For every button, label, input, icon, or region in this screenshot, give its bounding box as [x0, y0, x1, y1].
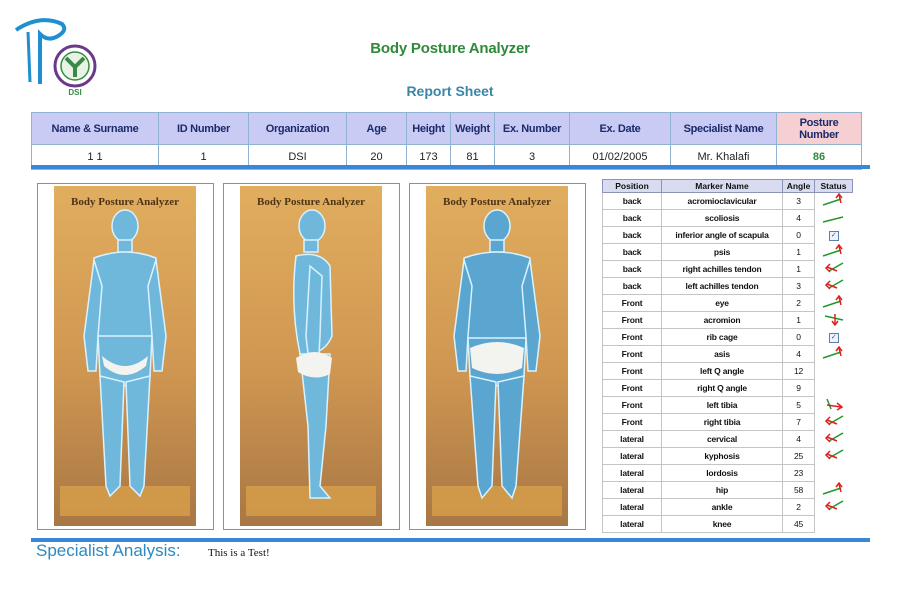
- col-id-number: ID Number: [159, 113, 249, 145]
- marker-position: Front: [603, 363, 662, 380]
- marker-angle: 3: [783, 278, 815, 295]
- marker-row: [603, 278, 853, 295]
- col-posture-number: Posture Number: [777, 113, 862, 145]
- col-position: Position: [603, 180, 662, 193]
- marker-position: back: [603, 193, 662, 210]
- marker-row: [603, 329, 853, 346]
- marker-angle: 58: [783, 482, 815, 499]
- status-empty: [815, 363, 853, 380]
- section-divider: [31, 165, 870, 169]
- marker-row: [603, 261, 853, 278]
- marker-name: lordosis: [662, 465, 783, 482]
- marker-row: [603, 227, 853, 244]
- col-specialist-name: Specialist Name: [671, 113, 777, 145]
- col-age: Age: [347, 113, 407, 145]
- marker-position: back: [603, 210, 662, 227]
- marker-position: Front: [603, 312, 662, 329]
- front-view-photo: [37, 183, 214, 530]
- marker-angle: 1: [783, 312, 815, 329]
- status-arrow-down-left-icon: [815, 448, 853, 465]
- marker-name: knee: [662, 516, 783, 533]
- col-weight: Weight: [451, 113, 495, 145]
- marker-angle: 23: [783, 465, 815, 482]
- marker-name: right Q angle: [662, 380, 783, 397]
- marker-row: [603, 210, 853, 227]
- marker-row: [603, 516, 853, 533]
- marker-position: lateral: [603, 499, 662, 516]
- marker-row: [603, 482, 853, 499]
- marker-name: eye: [662, 295, 783, 312]
- marker-row: [603, 312, 853, 329]
- col-status: Status: [815, 180, 853, 193]
- marker-row: [603, 346, 853, 363]
- specialist-name-value: Mr. Khalafi: [671, 145, 777, 170]
- marker-position: back: [603, 244, 662, 261]
- marker-position: Front: [603, 397, 662, 414]
- marker-name: left achilles tendon: [662, 278, 783, 295]
- name-surname-value: 1 1: [32, 145, 159, 170]
- marker-position: Front: [603, 295, 662, 312]
- marker-name: rib cage: [662, 329, 783, 346]
- photo-banner: Body Posture Analyzer: [443, 196, 551, 208]
- marker-angle: 4: [783, 210, 815, 227]
- marker-row: [603, 499, 853, 516]
- status-arrow-up-right-icon: [815, 295, 853, 312]
- marker-angle: 7: [783, 414, 815, 431]
- marker-name: hip: [662, 482, 783, 499]
- marker-row: [603, 295, 853, 312]
- marker-angle: 25: [783, 448, 815, 465]
- marker-angle: 4: [783, 431, 815, 448]
- marker-position: back: [603, 227, 662, 244]
- marker-row: [603, 380, 853, 397]
- marker-row: [603, 363, 853, 380]
- app-title: Body Posture Analyzer: [370, 40, 530, 57]
- col-marker-name: Marker Name: [662, 180, 783, 193]
- status-empty: [815, 516, 853, 533]
- back-view-photo: [409, 183, 586, 530]
- ex-number-value: 3: [495, 145, 570, 170]
- id-number-value: 1: [159, 145, 249, 170]
- specialist-analysis-text: This is a Test!: [208, 547, 270, 559]
- marker-angle: 0: [783, 227, 815, 244]
- marker-position: lateral: [603, 482, 662, 499]
- photo-banner: Body Posture Analyzer: [71, 196, 179, 208]
- status-empty: [815, 465, 853, 482]
- patient-info-table: [31, 112, 862, 170]
- marker-row: [603, 244, 853, 261]
- marker-row: [603, 448, 853, 465]
- marker-name: inferior angle of scapula: [662, 227, 783, 244]
- marker-position: lateral: [603, 516, 662, 533]
- marker-angle: 1: [783, 244, 815, 261]
- marker-name: scoliosis: [662, 210, 783, 227]
- status-arrow-down-left-icon: [815, 414, 853, 431]
- marker-position: back: [603, 261, 662, 278]
- side-view-photo: [223, 183, 400, 530]
- marker-angle: 12: [783, 363, 815, 380]
- marker-angle: 45: [783, 516, 815, 533]
- organization-value: DSI: [249, 145, 347, 170]
- marker-row: [603, 397, 853, 414]
- marker-name: left Q angle: [662, 363, 783, 380]
- weight-value: 81: [451, 145, 495, 170]
- marker-table: [602, 179, 853, 533]
- marker-name: acromion: [662, 312, 783, 329]
- marker-name: acromioclavicular: [662, 193, 783, 210]
- marker-position: Front: [603, 414, 662, 431]
- marker-row: [603, 465, 853, 482]
- marker-position: Front: [603, 346, 662, 363]
- status-arrow-down-left-icon: [815, 431, 853, 448]
- marker-angle: 4: [783, 346, 815, 363]
- marker-position: lateral: [603, 431, 662, 448]
- report-sheet-title: Report Sheet: [406, 83, 494, 99]
- marker-header-row: [603, 180, 853, 193]
- marker-row: [603, 414, 853, 431]
- marker-position: lateral: [603, 448, 662, 465]
- marker-angle: 9: [783, 380, 815, 397]
- marker-name: psis: [662, 244, 783, 261]
- status-arrow-up-right-icon: [815, 193, 853, 210]
- marker-angle: 2: [783, 499, 815, 516]
- logo-caption: DSI: [68, 88, 82, 97]
- marker-row: [603, 431, 853, 448]
- status-arrow-down-left-icon: [815, 261, 853, 278]
- marker-angle: 1: [783, 261, 815, 278]
- marker-position: Front: [603, 329, 662, 346]
- marker-angle: 0: [783, 329, 815, 346]
- col-ex-date: Ex. Date: [570, 113, 671, 145]
- status-arrow-up-right-icon: [815, 482, 853, 499]
- age-value: 20: [347, 145, 407, 170]
- marker-angle: 2: [783, 295, 815, 312]
- status-arrow-right-icon: [815, 397, 853, 414]
- marker-position: back: [603, 278, 662, 295]
- col-angle: Angle: [783, 180, 815, 193]
- col-height: Height: [407, 113, 451, 145]
- marker-name: asis: [662, 346, 783, 363]
- status-arrow-up-right-icon: [815, 346, 853, 363]
- status-arrow-down-icon: [815, 312, 853, 329]
- marker-name: kyphosis: [662, 448, 783, 465]
- col-ex-number: Ex. Number: [495, 113, 570, 145]
- status-checkbox-icon: ✓: [815, 329, 853, 346]
- marker-row: [603, 193, 853, 210]
- marker-angle: 3: [783, 193, 815, 210]
- status-checkbox-icon: ✓: [815, 227, 853, 244]
- ex-date-value: 01/02/2005: [570, 145, 671, 170]
- marker-name: right achilles tendon: [662, 261, 783, 278]
- col-organization: Organization: [249, 113, 347, 145]
- photo-banner: Body Posture Analyzer: [257, 196, 365, 208]
- marker-name: right tibia: [662, 414, 783, 431]
- info-header-row: [32, 113, 862, 145]
- marker-name: left tibia: [662, 397, 783, 414]
- status-arrow-up-right-icon: [815, 244, 853, 261]
- marker-position: Front: [603, 380, 662, 397]
- specialist-analysis-label: Specialist Analysis:: [36, 541, 181, 560]
- marker-position: lateral: [603, 465, 662, 482]
- height-value: 173: [407, 145, 451, 170]
- status-arrow-down-left-icon: [815, 278, 853, 295]
- col-name-surname: Name & Surname: [32, 113, 159, 145]
- marker-name: cervical: [662, 431, 783, 448]
- marker-name: ankle: [662, 499, 783, 516]
- posture-number-value: 86: [777, 145, 862, 170]
- marker-angle: 5: [783, 397, 815, 414]
- status-arrow-down-left-icon: [815, 499, 853, 516]
- status-empty: [815, 380, 853, 397]
- status-line-icon: [815, 210, 853, 227]
